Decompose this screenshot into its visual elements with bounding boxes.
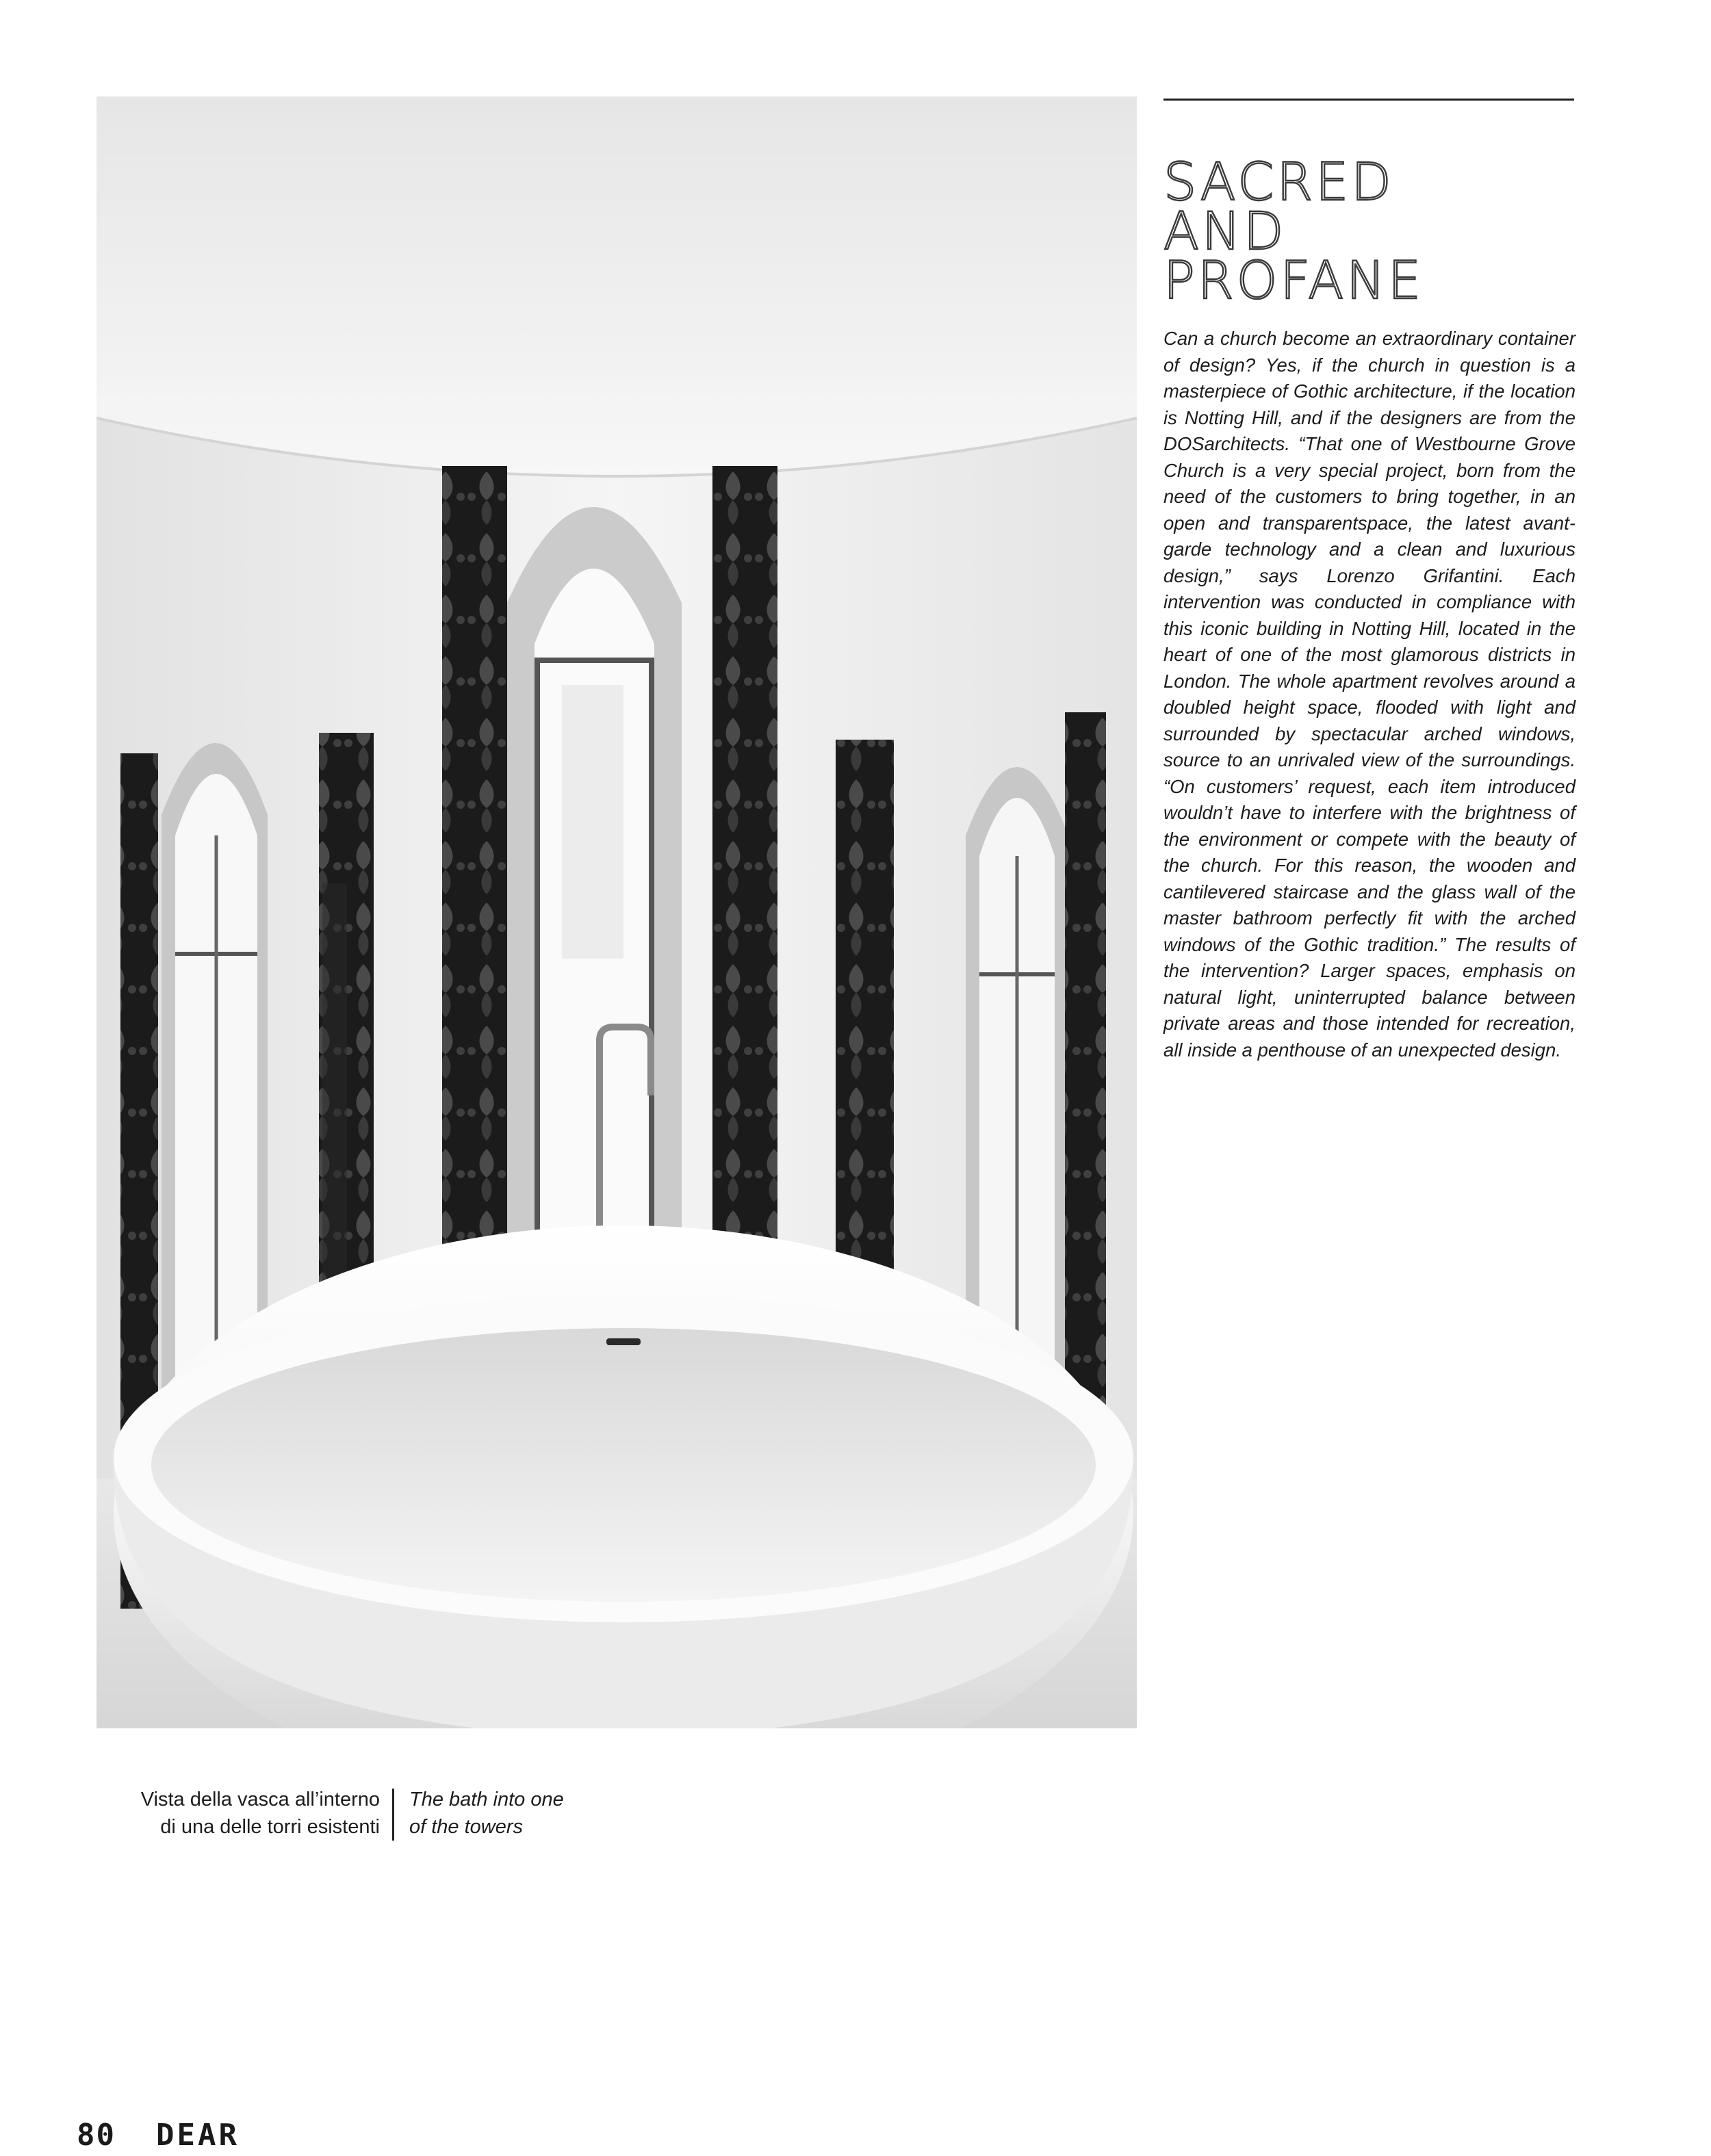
caption-italian-line-2: di una delle torri esistenti <box>160 1816 380 1838</box>
page-number: 80 <box>77 2118 116 2153</box>
top-rule <box>1163 99 1574 101</box>
caption-italian <box>110 1786 380 1841</box>
title-line-3: PROFANE <box>1163 250 1424 311</box>
bathroom-photo <box>97 96 1137 1728</box>
title-line-1: SACRED <box>1163 151 1394 212</box>
title-line-2: AND <box>1163 200 1287 261</box>
caption-divider <box>392 1789 394 1841</box>
caption-italian-line-1: Vista della vasca all’interno <box>140 1789 380 1810</box>
caption-english <box>409 1786 683 1841</box>
magazine-logo: DEAR <box>156 2118 240 2153</box>
caption-english-line-1: The bath into one <box>409 1789 564 1810</box>
bathroom-photo-illustration <box>97 96 1137 1728</box>
article-title <box>1163 151 1574 311</box>
article-body: Can a church become an extraordinary container of design? Yes, if the church in question is a masterpiece of Gothic architecture, if the location is Notting Hill, and if the designers are from the DOSarchitects. “That one of Westbourne Grove Church is a very special project, born from the need of the customers to bring together, in an open and transparentspace, the latest avant-garde technology and a clean and luxurious design,” says Lorenzo Grifantini. Each intervention was conducted in compliance with this iconic building in Notting Hill, located in the heart of one of the most glamorous districts in London. The whole apartment revolves around a doubled height space, flooded with light and surrounded by spectacular arched windows, source to an unrivaled view of the surroundings. “On customers’ request, each item introduced wouldn’t have to interfere with the brightness of the environment or compete with the beauty of the church. For this reason, the wooden and cantilevered staircase and the glass wall of the master bathroom perfectly fit with the arched windows of the Gothic tradition.” The results of the intervention? Larger spaces, emphasis on natural light, uninterrupted balance between private areas and those intended for recreation, all inside a penthouse of an unexpected design. <box>1163 328 1575 1061</box>
caption-english-line-2: of the towers <box>409 1816 524 1838</box>
